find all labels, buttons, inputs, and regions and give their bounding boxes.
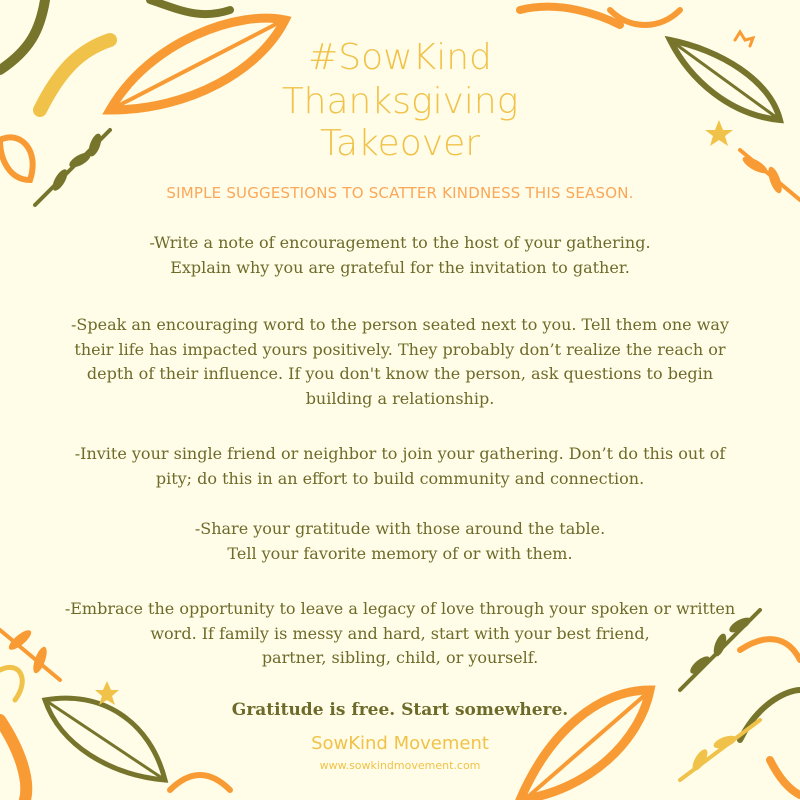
suggestion-4 bbox=[10, 517, 790, 566]
text-line: -Write a note of encouragement to the host of your gathering. bbox=[149, 233, 651, 252]
text-line: partner, sibling, child, or yourself. bbox=[261, 648, 539, 667]
text-line: -Share your gratitude with those around the table. bbox=[194, 519, 606, 538]
text-line: Explain why you are grateful for the invitation to gather. bbox=[170, 257, 630, 277]
subtitle: SIMPLE SUGGESTIONS TO SCATTER KINDNESS THIS SEASON. bbox=[166, 184, 634, 202]
suggestion-1 bbox=[10, 231, 790, 280]
text-line: building a relationship. bbox=[305, 388, 495, 408]
text-line: -Speak an encouraging word to the person seated next to you. Tell them one way bbox=[70, 315, 729, 334]
organization-name: SowKind Movement bbox=[311, 733, 489, 754]
text-line: pity; do this in an effort to build community and connection. bbox=[155, 468, 645, 488]
text-line: depth of their influence. If you don't know the person, ask questions to begin bbox=[86, 364, 714, 383]
title-line-3: Takeover bbox=[319, 123, 481, 164]
text-line: -Invite your single friend or neighbor to join your gathering. Don’t do this out of bbox=[74, 444, 726, 463]
flower-icon bbox=[0, 667, 22, 700]
leaf-icon bbox=[150, 0, 230, 14]
closing-line: Gratitude is free. Start somewhere. bbox=[231, 700, 569, 720]
text-line: word. If family is messy and hard, start with your best friend, bbox=[150, 623, 650, 643]
title-line-2: Thanksgiving bbox=[281, 81, 519, 122]
text-line: their life has impacted yours positively. They probably don’t realize the reach or bbox=[74, 339, 726, 359]
text-line: -Embrace the opportunity to leave a legacy of love through your spoken or written bbox=[64, 599, 736, 618]
text-line: Tell your favorite memory of or with them. bbox=[227, 543, 573, 563]
suggestion-5 bbox=[10, 597, 790, 671]
title-line-1: #SowKind bbox=[308, 37, 492, 78]
website-link[interactable]: www.sowkindmovement.com bbox=[319, 759, 481, 772]
suggestion-3 bbox=[10, 442, 790, 491]
suggestion-2 bbox=[10, 313, 790, 411]
leaf-icon bbox=[520, 7, 620, 25]
